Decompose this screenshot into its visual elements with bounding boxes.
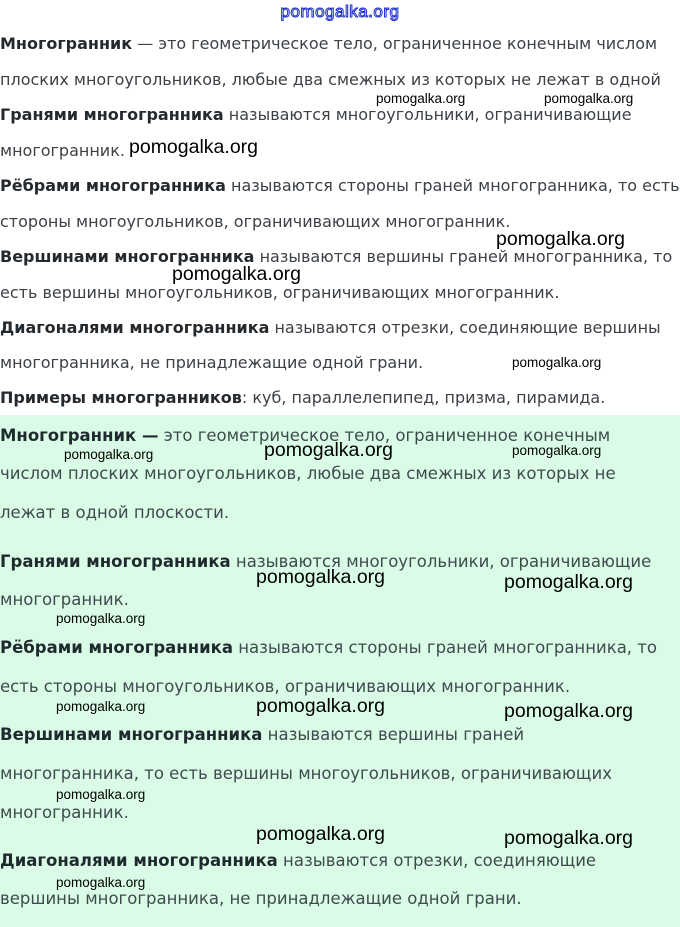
polyhedron-examples-line (0, 388, 605, 407)
term-vertices: Вершинами многогранника (0, 725, 263, 744)
definition-text: называются вершины граней многогранника, то (254, 247, 673, 266)
term-diagonals: Диагоналями многогранника (0, 318, 270, 337)
watermark: pomogalka.org (129, 136, 258, 158)
watermark: pomogalka.org (172, 263, 301, 285)
examples-text: : куб, параллелепипед, призма, пирамида. (241, 388, 606, 407)
watermark: pomogalka.org (56, 787, 146, 802)
definition-text: называются отрезки, соединяющие вершины (269, 318, 661, 337)
term-faces: Гранями многогранника (0, 552, 231, 571)
watermark: pomogalka.org (512, 443, 602, 458)
site-watermark-title: pomogalka.org (280, 2, 400, 21)
watermark: pomogalka.org (504, 571, 633, 593)
watermark: pomogalka.org (504, 700, 633, 722)
definition-faces-line2: многогранник. (0, 141, 125, 160)
definition-faces-line1 (0, 105, 632, 124)
definition-text: называются стороны граней многогранника, то (232, 638, 657, 657)
definition-text: называются многоугольники, ограничивающие (223, 105, 632, 124)
watermark: pomogalka.org (64, 447, 154, 462)
definition-vertices-line1 (0, 725, 524, 744)
definition-text: называются стороны граней многогранника, то есть (225, 176, 680, 195)
definition-vertices-line3: многогранник. (0, 803, 129, 822)
watermark: pomogalka.org (544, 91, 634, 106)
term-faces: Гранями многогранника (0, 105, 224, 124)
watermark: pomogalka.org (376, 91, 466, 106)
definition-faces-line2: многогранник. (0, 590, 129, 609)
watermark: pomogalka.org (504, 827, 633, 849)
definition-diagonals-line1 (0, 851, 596, 870)
term-vertices: Вершинами многогранника (0, 247, 255, 266)
watermark: pomogalka.org (256, 823, 385, 845)
definition-diagonals-line2: вершины многогранника, не принадлежащие одной грани. (0, 889, 522, 908)
watermark: pomogalka.org (56, 699, 146, 714)
definition-text: это геометрическое тело, ограниченное конечным (158, 426, 611, 445)
definition-edges-line1 (0, 638, 657, 657)
term-examples: Примеры многогранников (0, 388, 242, 407)
definition-edges-line2: есть стороны многоугольников, ограничивающих многогранник. (0, 677, 571, 696)
definition-text: — это геометрическое тело, ограниченное конечным числом (132, 34, 658, 53)
watermark: pomogalka.org (256, 695, 385, 717)
term-polyhedron: Многогранник (0, 34, 133, 53)
watermark: pomogalka.org (56, 611, 146, 626)
term-diagonals: Диагоналями многогранника (0, 851, 278, 870)
term-edges: Рёбрами многогранника (0, 176, 226, 195)
watermark: pomogalka.org (56, 875, 146, 890)
definition-text: называются отрезки, соединяющие (277, 851, 597, 870)
term-polyhedron: Многогранник — (0, 426, 159, 445)
definition-polyhedron-line2: числом плоских многоугольников, любые два смежных из которых не (0, 464, 616, 483)
watermark: pomogalka.org (256, 566, 385, 588)
definition-polyhedron-line3: лежат в одной плоскости. (0, 503, 230, 522)
definition-text: называются многоугольники, ограничивающие (230, 552, 652, 571)
definition-text: называются вершины граней (262, 725, 525, 744)
definition-vertices-line2: есть вершины многоугольников, ограничивающих многогранник. (0, 283, 560, 302)
definition-polyhedron-line2: плоских многоугольников, любые два смежных из которых не лежат в одной (0, 70, 661, 89)
watermark: pomogalka.org (496, 228, 625, 250)
definition-diagonals-line1 (0, 318, 661, 337)
definition-polyhedron-line1 (0, 34, 657, 53)
watermark: pomogalka.org (264, 439, 393, 461)
definition-diagonals-line2: многогранника, не принадлежащие одной грани. (0, 353, 424, 372)
definition-vertices-line2: многогранника, то есть вершины многоугольников, ограничивающих (0, 764, 612, 783)
definition-edges-line2: стороны многоугольников, ограничивающих многогранник. (0, 212, 511, 231)
definition-edges-line1 (0, 176, 680, 195)
definitions-block-2 (0, 415, 680, 927)
watermark: pomogalka.org (512, 355, 602, 370)
term-edges: Рёбрами многогранника (0, 638, 233, 657)
